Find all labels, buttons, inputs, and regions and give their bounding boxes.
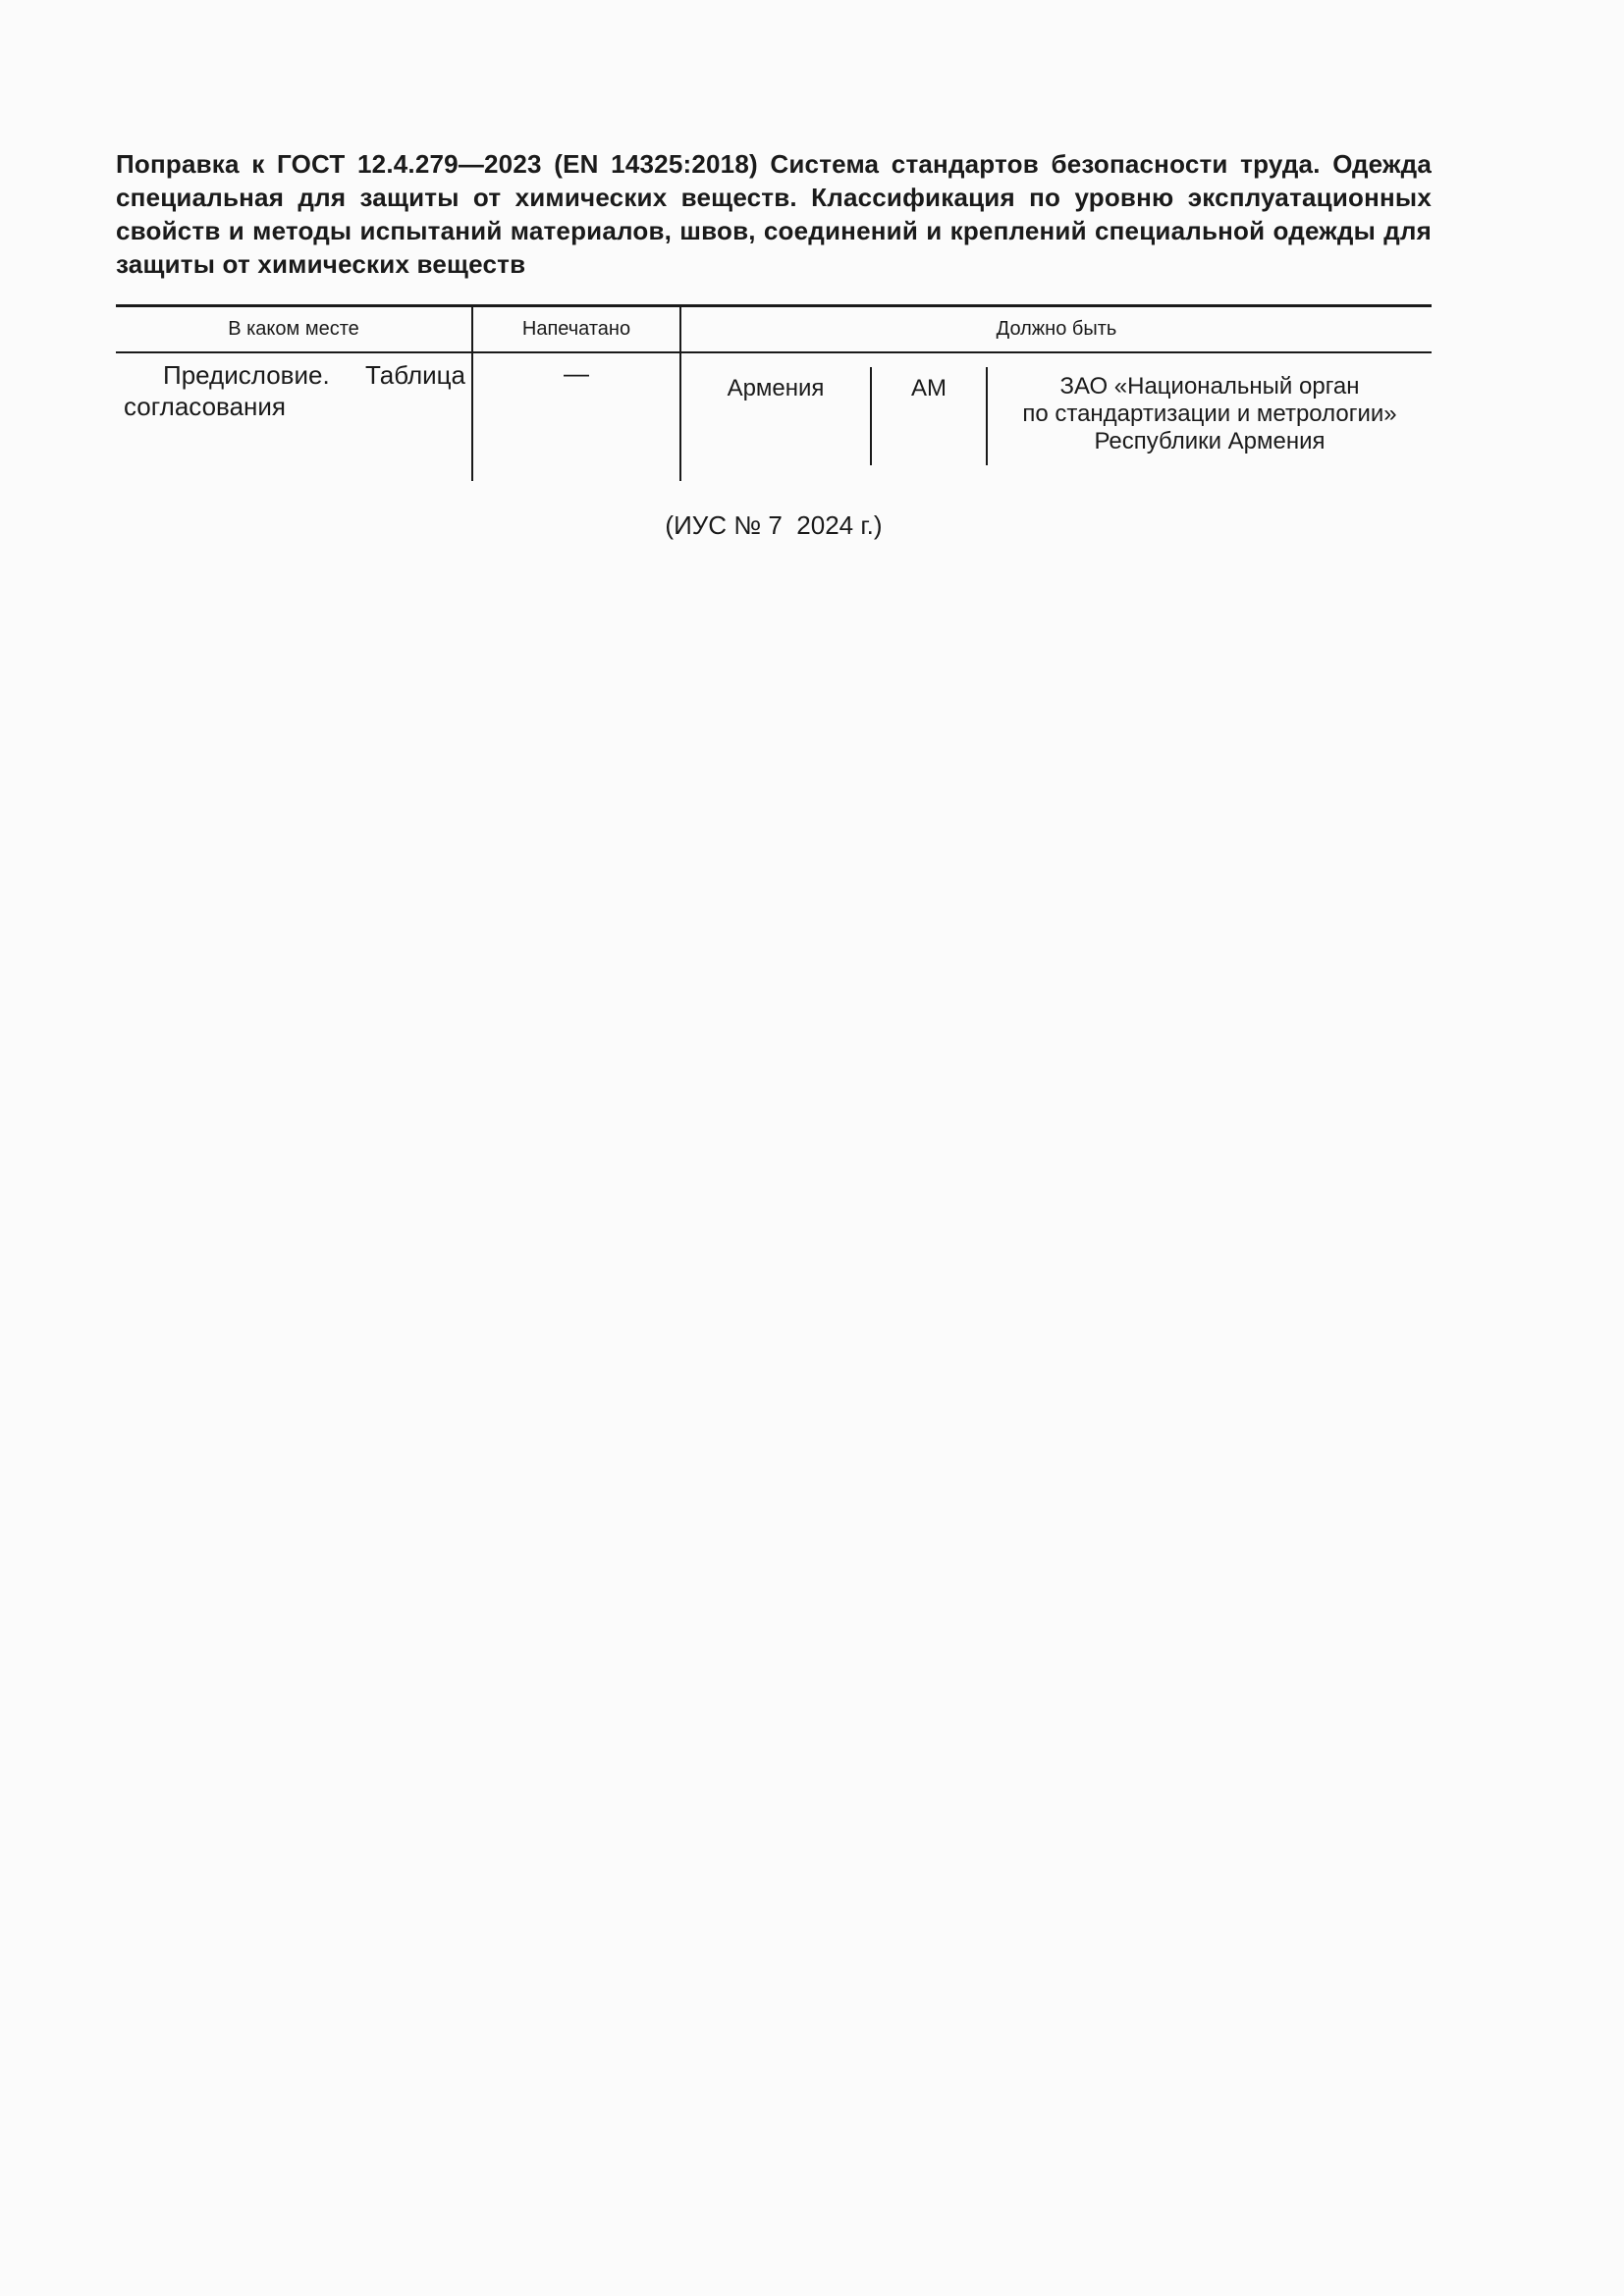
cell-country-code: AM: [911, 375, 947, 401]
cell-country: Армения: [727, 375, 825, 401]
cell-printed: —: [564, 358, 589, 388]
organization-line: Республики Армения: [1094, 428, 1326, 454]
amendment-table: [116, 304, 1432, 481]
table-header-rule: [116, 351, 1432, 353]
document-title: Поправка к ГОСТ 12.4.279—2023 (EN 14325:2018) Система стандартов безопасности труда. Одежда специальная для защиты от химических веществ. Классификация по уровню эксплуатационных свойств и методы испытаний материалов, швов, соединений и креплений специальной одежды для защиты от химических веществ: [116, 149, 1432, 279]
organization-line: ЗАО «Национальный орган: [1059, 373, 1360, 400]
header-should-be: Должно быть: [996, 318, 1117, 340]
cell-place: Предисловие. Таблица согласования: [124, 360, 465, 421]
header-where: В каком месте: [228, 318, 359, 340]
table-top-rule: [116, 304, 1432, 307]
cell-organization: [988, 373, 1432, 455]
header-printed: Напечатано: [521, 318, 631, 340]
organization-line: по стандартизации и метрологии»: [1022, 400, 1397, 427]
publication-reference: (ИУС № 7 2024 г.): [665, 510, 883, 540]
